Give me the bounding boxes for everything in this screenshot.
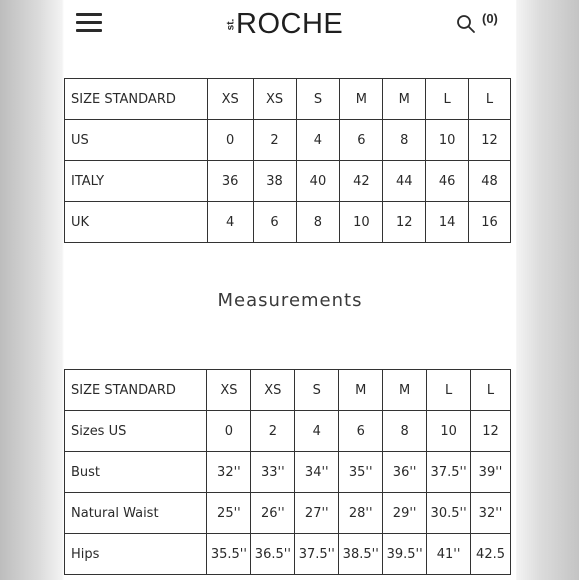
table-cell: 2 <box>253 120 296 161</box>
table-cell: 6 <box>339 411 383 452</box>
table-cell: 39.5'' <box>383 534 427 575</box>
table-cell: 0 <box>207 411 251 452</box>
table-cell: 33'' <box>251 452 295 493</box>
search-icon[interactable] <box>456 14 476 34</box>
table-cell: 30.5'' <box>427 493 471 534</box>
table-cell: 8 <box>296 202 340 243</box>
table-cell: 8 <box>383 120 426 161</box>
cart-count[interactable]: (0) <box>482 11 498 26</box>
table-cell: M <box>383 79 426 120</box>
table-cell: 16 <box>469 202 511 243</box>
table-cell: 2 <box>251 411 295 452</box>
table-cell: L <box>427 370 471 411</box>
row-label-cell: Natural Waist <box>65 493 207 534</box>
table-cell: 6 <box>253 202 296 243</box>
table-cell: 27'' <box>295 493 339 534</box>
table-cell: S <box>295 370 339 411</box>
table-cell: 37.5'' <box>295 534 339 575</box>
table-cell: M <box>339 370 383 411</box>
table-cell: 12 <box>383 202 426 243</box>
table-cell: 10 <box>426 120 469 161</box>
table-cell: 12 <box>469 120 511 161</box>
row-label-cell: Sizes US <box>65 411 207 452</box>
row-label-cell: SIZE STANDARD <box>65 79 208 120</box>
table-header-row <box>65 370 511 411</box>
table-cell: 42 <box>340 161 383 202</box>
table-cell: 10 <box>427 411 471 452</box>
table-cell: 6 <box>340 120 383 161</box>
table-cell: 38.5'' <box>339 534 383 575</box>
table-cell: 8 <box>383 411 427 452</box>
table-cell: L <box>471 370 511 411</box>
table-cell: 35'' <box>339 452 383 493</box>
measurements-title: Measurements <box>217 290 363 311</box>
row-label-cell: ITALY <box>65 161 208 202</box>
row-label-cell: Hips <box>65 534 207 575</box>
table-cell: 36.5'' <box>251 534 295 575</box>
table-cell: L <box>426 79 469 120</box>
table-cell: 29'' <box>383 493 427 534</box>
table-cell: 40 <box>296 161 340 202</box>
table-cell: 32'' <box>471 493 511 534</box>
table-cell: XS <box>253 79 296 120</box>
table-row <box>65 202 511 243</box>
size-conversion-table <box>64 78 511 243</box>
table-cell: 36 <box>207 161 253 202</box>
table-cell: 48 <box>469 161 511 202</box>
table-cell: 39'' <box>471 452 511 493</box>
table-row <box>65 411 511 452</box>
table-cell: 35.5'' <box>207 534 251 575</box>
row-label-cell: US <box>65 120 208 161</box>
table-cell: XS <box>207 370 251 411</box>
table-cell: 32'' <box>207 452 251 493</box>
measurements-table <box>64 369 511 575</box>
table-cell: M <box>383 370 427 411</box>
table-cell: 41'' <box>427 534 471 575</box>
table-cell: M <box>340 79 383 120</box>
table-cell: L <box>469 79 511 120</box>
table-cell: 36'' <box>383 452 427 493</box>
table-cell: 4 <box>295 411 339 452</box>
row-label-cell: UK <box>65 202 208 243</box>
logo-prefix: st. <box>225 18 237 30</box>
page <box>64 0 516 580</box>
table-row <box>65 452 511 493</box>
row-label-cell: Bust <box>65 452 207 493</box>
table-cell: 28'' <box>339 493 383 534</box>
table-cell: 38 <box>253 161 296 202</box>
table-cell: XS <box>207 79 253 120</box>
table-row <box>65 493 511 534</box>
table-cell: S <box>296 79 340 120</box>
menu-icon[interactable] <box>76 13 102 33</box>
table-cell: 10 <box>340 202 383 243</box>
table-cell: 12 <box>471 411 511 452</box>
table-cell: 34'' <box>295 452 339 493</box>
table-cell: 14 <box>426 202 469 243</box>
table-cell: 42.5 <box>471 534 511 575</box>
table-row <box>65 161 511 202</box>
table-cell: 4 <box>296 120 340 161</box>
table-cell: 44 <box>383 161 426 202</box>
table-cell: 46 <box>426 161 469 202</box>
table-cell: 25'' <box>207 493 251 534</box>
brand-logo[interactable] <box>224 6 343 42</box>
table-cell: 4 <box>207 202 253 243</box>
table-row <box>65 120 511 161</box>
table-row <box>65 534 511 575</box>
row-label-cell: SIZE STANDARD <box>65 370 207 411</box>
logo-text: ROCHE <box>236 7 344 40</box>
table-header-row <box>65 79 511 120</box>
table-cell: XS <box>251 370 295 411</box>
table-cell: 0 <box>207 120 253 161</box>
table-cell: 37.5'' <box>427 452 471 493</box>
table-cell: 26'' <box>251 493 295 534</box>
